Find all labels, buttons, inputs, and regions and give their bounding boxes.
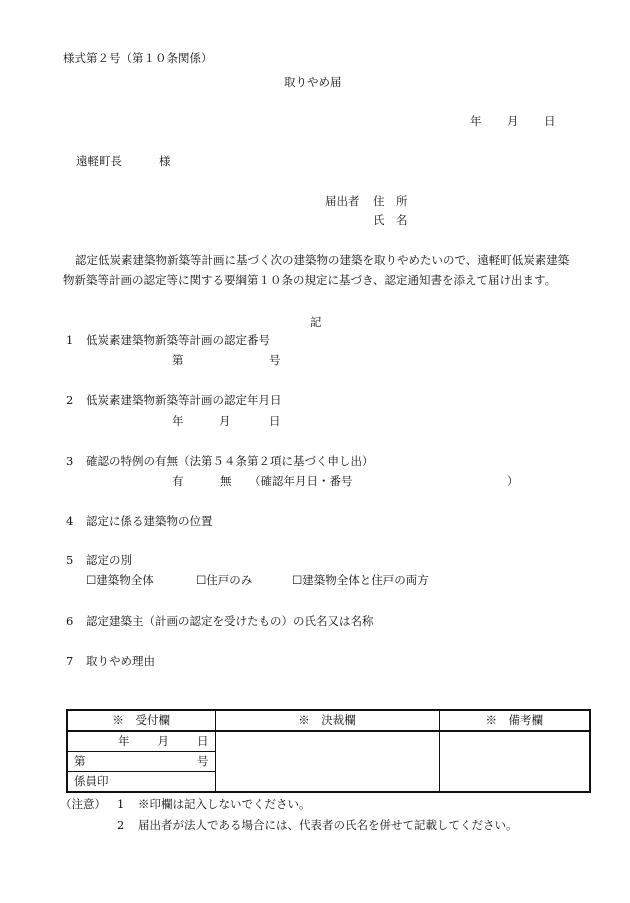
item-2-label: 低炭素建築物新築等計画の認定年月日 bbox=[86, 393, 282, 407]
date-year: 年 bbox=[470, 114, 482, 128]
notes-label: （注意） bbox=[60, 797, 106, 811]
note-1-num: 1 bbox=[117, 797, 125, 811]
item-7-num: 7 bbox=[66, 654, 74, 668]
note-2-text: 届出者が法人である場合には、代表者の氏名を併せて記載してください。 bbox=[138, 818, 518, 832]
form-number: 様式第２号（第１０条関係） bbox=[63, 51, 213, 65]
item-1-num: 1 bbox=[66, 333, 74, 347]
body-text: 認定低炭素建築物新築等計画に基づく次の建築物の建築を取りやめたいので、遠軽町低炭素建築物新築等計画の認定等に関する要綱第１０条の規定に基づき、認定通知書を添えて届け出ます。 bbox=[63, 253, 570, 287]
reception-no-cell bbox=[67, 752, 215, 772]
item-5-num: 5 bbox=[66, 553, 74, 567]
reception-go: 号 bbox=[197, 754, 209, 768]
note-2-num: 2 bbox=[117, 818, 125, 832]
remarks-cell bbox=[439, 731, 590, 792]
item-6-label: 認定建築主（計画の認定を受けたもの）の氏名又は名称 bbox=[86, 614, 374, 628]
addressee-name: 遠軽町長 bbox=[76, 154, 122, 168]
item-5-label: 認定の別 bbox=[86, 553, 132, 567]
item-3-close: ） bbox=[507, 474, 519, 488]
date-month: 月 bbox=[507, 114, 519, 128]
item-6-num: 6 bbox=[66, 614, 74, 628]
page-title: 取りやめ届 bbox=[284, 75, 342, 89]
reception-year: 年 bbox=[118, 734, 130, 748]
applicant-name: 氏 名 bbox=[373, 213, 408, 227]
item-2-day: 日 bbox=[269, 414, 281, 428]
applicant-address: 住 所 bbox=[373, 194, 408, 208]
item-1-go: 号 bbox=[269, 353, 281, 367]
decision-cell bbox=[215, 731, 439, 792]
reception-dai: 第 bbox=[74, 754, 86, 768]
item-4-label: 認定に係る建築物の位置 bbox=[86, 514, 213, 528]
applicant-label: 届出者 bbox=[325, 194, 360, 208]
item-2-year: 年 bbox=[172, 414, 184, 428]
item-5-option-unit[interactable]: ☐住戸のみ bbox=[196, 573, 253, 587]
decision-header: ※ 決裁欄 bbox=[215, 710, 439, 731]
item-1-label: 低炭素建築物新築等計画の認定番号 bbox=[86, 333, 270, 347]
ki-heading: 記 bbox=[310, 315, 322, 329]
note-1-text: ※印欄は記入しないでください。 bbox=[138, 797, 311, 811]
remarks-header: ※ 備考欄 bbox=[439, 710, 590, 731]
staff-seal-cell: 係員印 bbox=[67, 772, 215, 793]
item-5-option-both[interactable]: ☐建築物全体と住戸の両方 bbox=[292, 573, 429, 587]
item-2-month: 月 bbox=[219, 414, 231, 428]
date-day: 日 bbox=[544, 114, 556, 128]
reception-date-cell bbox=[67, 731, 215, 752]
item-1-dai: 第 bbox=[172, 353, 184, 367]
item-4-num: 4 bbox=[66, 514, 74, 528]
item-3-label: 確認の特例の有無（法第５４条第２項に基づく申し出） bbox=[86, 454, 374, 468]
item-2-num: 2 bbox=[66, 393, 74, 407]
reception-month: 月 bbox=[157, 734, 169, 748]
item-7-label: 取りやめ理由 bbox=[86, 654, 155, 668]
item-5-option-whole[interactable]: ☐建築物全体 bbox=[86, 573, 154, 587]
item-3-yes: 有 bbox=[172, 474, 184, 488]
item-3-no: 無 bbox=[220, 474, 232, 488]
item-3-confirm: （確認年月日・番号 bbox=[249, 474, 353, 488]
record-table bbox=[66, 709, 591, 793]
reception-header: ※ 受付欄 bbox=[67, 710, 215, 731]
item-3-num: 3 bbox=[66, 454, 74, 468]
addressee-honorific: 様 bbox=[159, 154, 171, 168]
reception-day: 日 bbox=[197, 734, 209, 748]
